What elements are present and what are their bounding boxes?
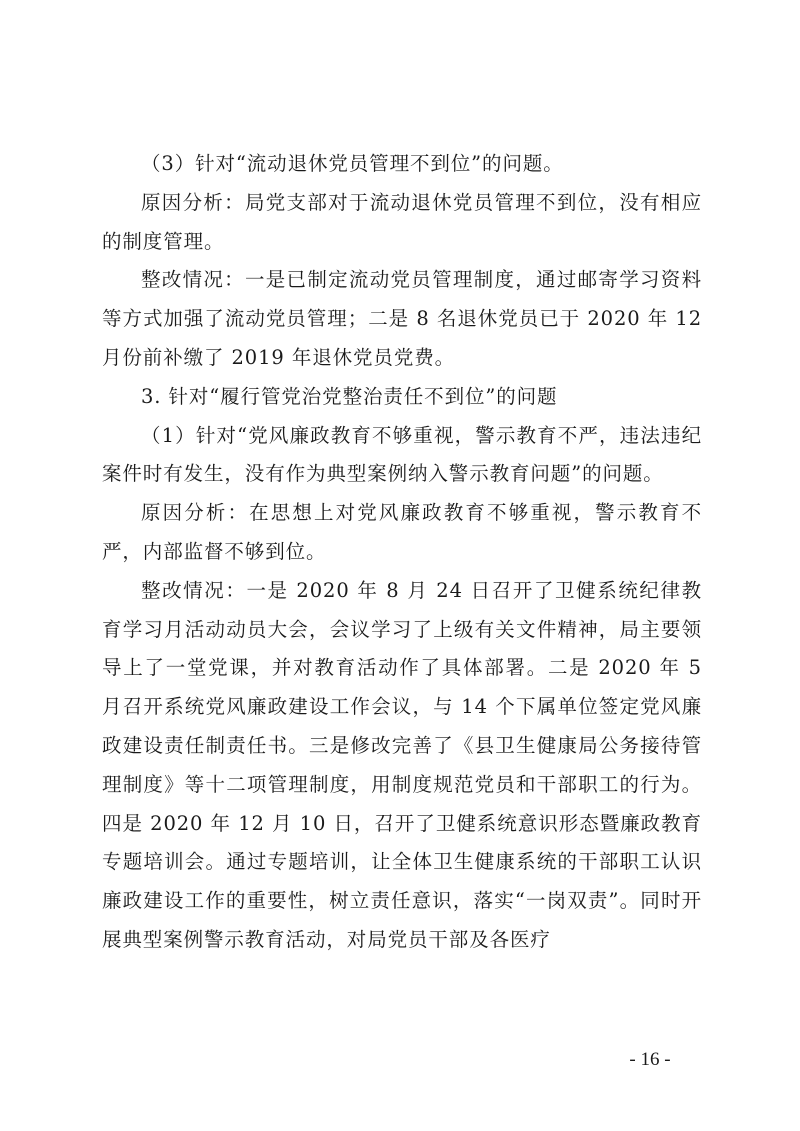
- paragraph-item-1-heading: （1）针对“党风廉政教育不够重视，警示教育不严，违法违纪案件时有发生，没有作为典型案例纳入警示教育问题”的问题。: [102, 423, 702, 486]
- body-text: [102, 145, 702, 960]
- paragraph-rectification-1: 整改情况：一是已制定流动党员管理制度，通过邮寄学习资料等方式加强了流动党员管理；二是 8 名退休党员已于 2020 年 12 月份前补缴了 2019 年退休党员党费。: [102, 268, 702, 369]
- paragraph-item-3-heading: （3）针对“流动退休党员管理不到位”的问题。: [141, 152, 564, 175]
- paragraph-section-3-heading: 3. 针对“履行管党治党整治责任不到位”的问题: [141, 384, 558, 408]
- paragraph-rectification-2: 整改情况：一是 2020 年 8 月 24 日召开了卫健系统纪律教育学习月活动动员大会，会议学习了上级有关文件精神，局主要领导上了一堂党课，并对教育活动作了具体部署。二是 2020 年 5 月召开系统党风廉政建设工作会议，与 14 个下属单位签定党风廉政建设责任制责任书。三是修改完善了《县卫生健康局公务接待管理制度》等十二项管理制度，用制度规范党员和干部职工的行为。四是 2020 年 12 月 10 日，召开了卫健系统意识形态暨廉政教育专题培训会。通过专题培训，让全体卫生健康系统的干部职工认识廉政建设工作的重要性，树立责任意识，落实“一岗双责”。同时开展典型案例警示教育活动，对局党员干部及各医疗: [102, 578, 702, 951]
- page-number: - 16 -: [629, 1049, 671, 1070]
- paragraph-cause-analysis-1: 原因分析：局党支部对于流动退休党员管理不到位，没有相应的制度管理。: [102, 190, 702, 253]
- paragraph-cause-analysis-2: 原因分析：在思想上对党风廉政教育不够重视，警示教育不严，内部监督不够到位。: [102, 501, 702, 563]
